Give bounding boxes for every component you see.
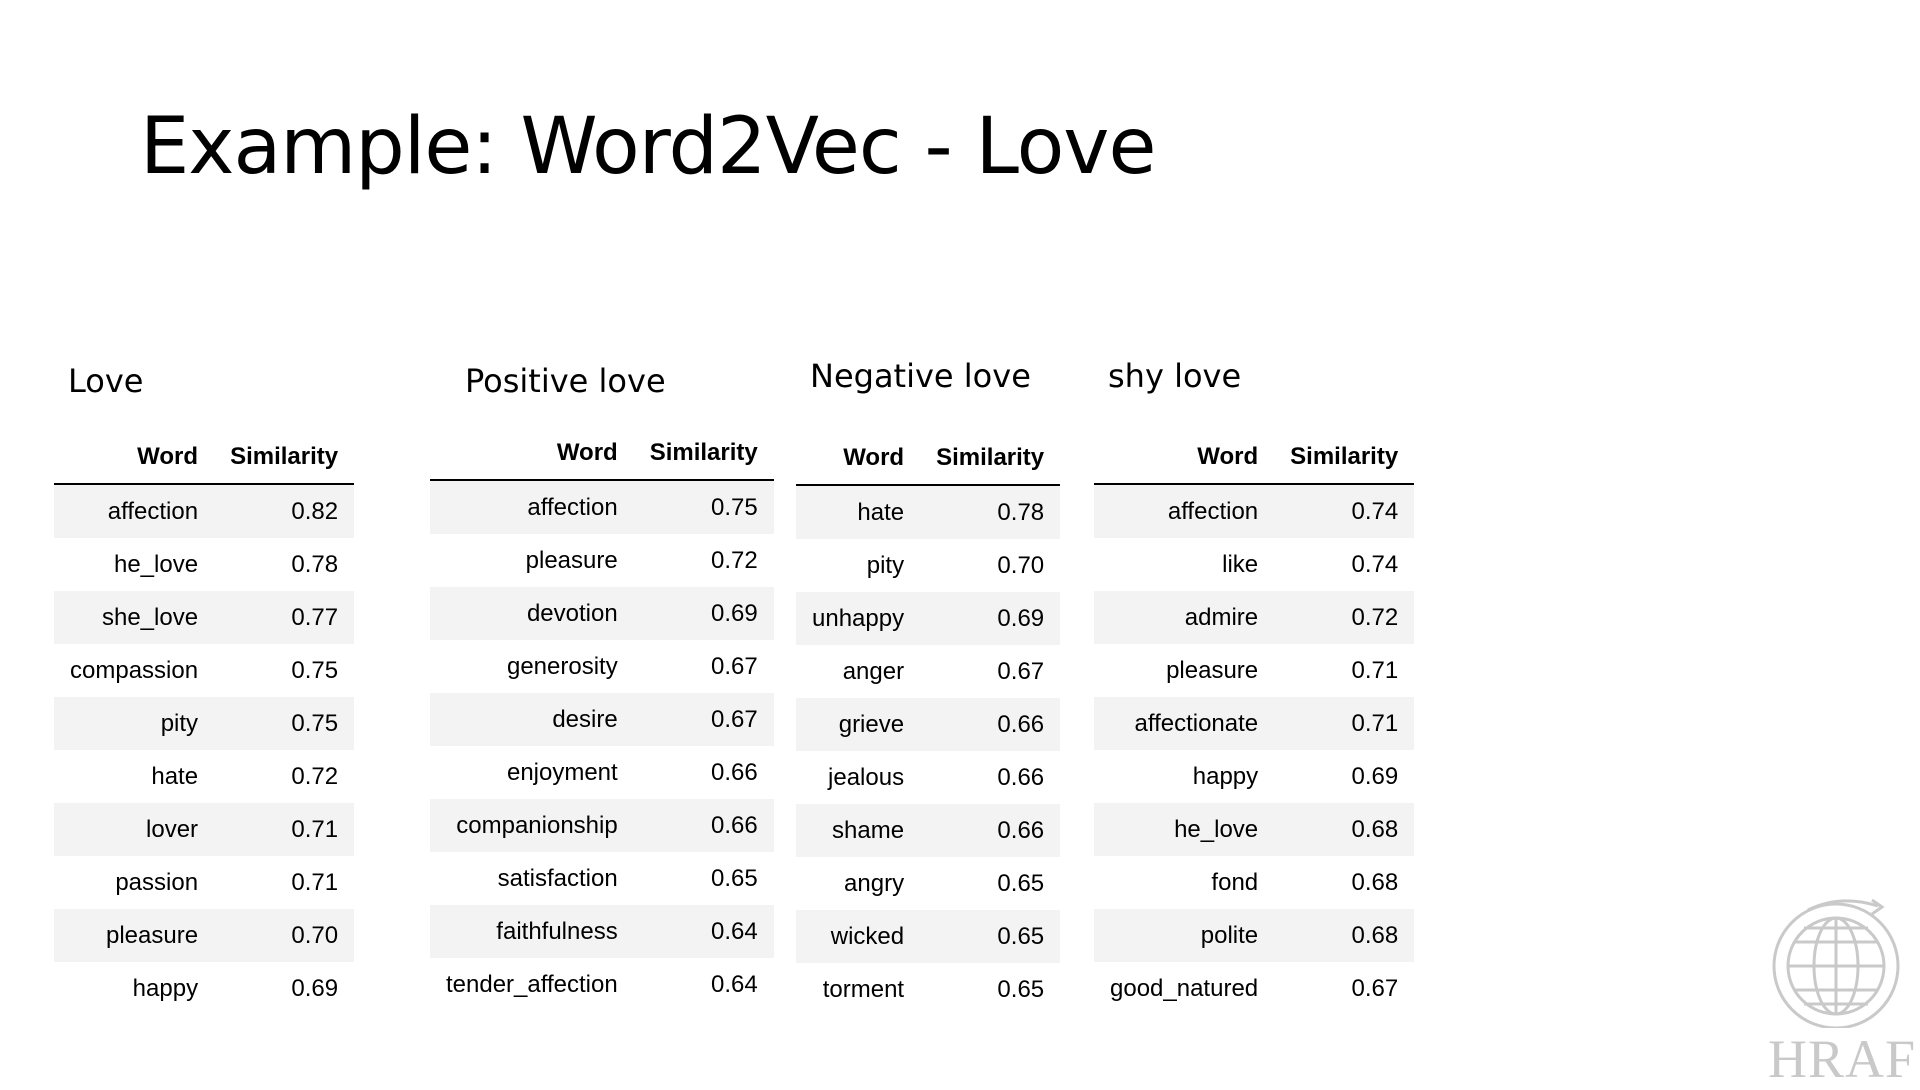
word-cell: anger <box>842 657 905 685</box>
word-cell: affection <box>54 484 214 538</box>
similarity-cell: 0.64 <box>711 970 758 998</box>
word-column-header: Word <box>796 431 920 485</box>
table-row <box>796 751 1060 804</box>
similarity-cell: 0.65 <box>997 975 1045 1003</box>
word-cell: admire <box>1094 591 1274 644</box>
word-cell: devotion <box>430 587 634 640</box>
word-cell: generosity <box>506 652 618 680</box>
similarity-cell: 0.75 <box>634 480 774 534</box>
similarity-cell: 0.72 <box>291 762 339 790</box>
table-row <box>430 905 774 958</box>
table-heading: Positive love <box>465 362 666 400</box>
similarity-cell: 0.71 <box>1351 656 1399 684</box>
similarity-cell: 0.72 <box>711 546 758 574</box>
similarity-cell: 0.75 <box>214 697 354 750</box>
table-heading: Negative love <box>810 357 1031 395</box>
word-cell: affectionate <box>1094 697 1274 750</box>
word-cell: shame <box>796 804 920 857</box>
similarity-cell: 0.67 <box>634 693 774 746</box>
similarity-cell: 0.65 <box>920 910 1060 963</box>
similarity-table-love <box>54 430 354 1015</box>
table-row <box>1094 962 1414 1015</box>
table-row <box>796 804 1060 857</box>
table-row <box>430 799 774 852</box>
word-cell: satisfaction <box>497 864 618 892</box>
similarity-cell: 0.66 <box>634 799 774 852</box>
similarity-cell: 0.68 <box>1274 803 1414 856</box>
similarity-cell: 0.71 <box>1274 697 1414 750</box>
similarity-cell: 0.78 <box>920 485 1060 539</box>
table-panel-negative-love <box>810 357 1031 395</box>
table-row <box>430 480 774 534</box>
table-row <box>1094 697 1414 750</box>
word-cell: companionship <box>430 799 634 852</box>
similarity-cell: 0.70 <box>214 909 354 962</box>
table-row <box>54 962 354 1015</box>
similarity-cell: 0.66 <box>920 804 1060 857</box>
similarity-cell: 0.74 <box>1351 550 1399 578</box>
table-row <box>1094 538 1414 591</box>
word-cell: affection <box>430 480 634 534</box>
table-row <box>1094 484 1414 538</box>
similarity-cell: 0.70 <box>997 551 1045 579</box>
table-header-row <box>430 426 774 480</box>
word-cell: lover <box>54 803 214 856</box>
similarity-cell: 0.69 <box>634 587 774 640</box>
table-row <box>54 909 354 962</box>
similarity-cell: 0.82 <box>214 484 354 538</box>
word-cell: unhappy <box>796 592 920 645</box>
table-row <box>1094 909 1414 962</box>
similarity-cell: 0.75 <box>291 656 339 684</box>
similarity-table-positive-love <box>430 426 774 1011</box>
table-row <box>796 857 1060 910</box>
hraf-logo <box>1768 888 1920 1089</box>
word-cell: jealous <box>828 763 905 791</box>
logo-text: HRAF <box>1768 1029 1917 1089</box>
similarity-cell: 0.71 <box>291 868 339 896</box>
table-row <box>430 587 774 640</box>
similarity-cell: 0.72 <box>1274 591 1414 644</box>
similarity-cell: 0.65 <box>711 864 758 892</box>
similarity-table-shy-love <box>1094 430 1414 1015</box>
word-cell: desire <box>430 693 634 746</box>
table-panel-positive-love <box>465 362 666 400</box>
similarity-column-header: Similarity <box>920 431 1060 485</box>
word-cell: compassion <box>70 656 199 684</box>
similarity-cell: 0.77 <box>214 591 354 644</box>
table-row <box>1094 750 1414 803</box>
similarity-cell: 0.69 <box>920 592 1060 645</box>
table-row <box>430 852 774 905</box>
table-row <box>54 697 354 750</box>
table-row <box>430 693 774 746</box>
word-cell: wicked <box>796 910 920 963</box>
word-cell: affection <box>1094 484 1274 538</box>
word-cell: polite <box>1094 909 1274 962</box>
word-cell: pity <box>54 697 214 750</box>
table-row <box>1094 644 1414 697</box>
table-heading: Love <box>68 362 144 400</box>
table-header-row <box>1094 430 1414 484</box>
word-cell: angry <box>844 869 905 897</box>
table-row <box>796 485 1060 539</box>
similarity-cell: 0.69 <box>291 974 339 1002</box>
globe-icon <box>1768 888 1918 1028</box>
table-row <box>796 592 1060 645</box>
table-header-row <box>796 431 1060 485</box>
table-row <box>430 746 774 799</box>
word-cell: hate <box>151 762 199 790</box>
table-row <box>796 645 1060 698</box>
word-cell: pity <box>866 551 905 579</box>
similarity-cell: 0.65 <box>997 869 1045 897</box>
word-cell: faithfulness <box>430 905 634 958</box>
table-row <box>1094 856 1414 909</box>
table-row <box>796 698 1060 751</box>
table-row <box>54 538 354 591</box>
word-cell: passion <box>115 868 199 896</box>
table-header-row <box>54 430 354 484</box>
word-cell: he_love <box>113 550 199 578</box>
table-row <box>54 750 354 803</box>
word-column-header: Word <box>1094 430 1274 484</box>
similarity-cell: 0.67 <box>1351 974 1399 1002</box>
similarity-cell: 0.66 <box>920 698 1060 751</box>
similarity-cell: 0.64 <box>634 905 774 958</box>
similarity-column-header: Similarity <box>634 426 774 480</box>
table-row <box>54 591 354 644</box>
table-row <box>430 534 774 587</box>
word-cell: pleasure <box>54 909 214 962</box>
similarity-table-negative-love <box>796 431 1060 1016</box>
word-cell: enjoyment <box>506 758 618 786</box>
word-cell: he_love <box>1094 803 1274 856</box>
similarity-cell: 0.66 <box>997 763 1045 791</box>
table-row <box>54 856 354 909</box>
word-cell: she_love <box>54 591 214 644</box>
similarity-column-header: Similarity <box>1274 430 1414 484</box>
word-column-header: Word <box>430 426 634 480</box>
word-cell: torment <box>822 975 905 1003</box>
table-row <box>1094 591 1414 644</box>
slide-title: Example: Word2Vec - Love <box>140 102 1156 192</box>
table-row <box>796 963 1060 1016</box>
word-cell: happy <box>1192 762 1259 790</box>
table-heading: shy love <box>1108 357 1242 395</box>
similarity-cell: 0.68 <box>1274 909 1414 962</box>
word-column-header: Word <box>54 430 214 484</box>
similarity-column-header: Similarity <box>214 430 354 484</box>
table-row <box>430 640 774 693</box>
similarity-cell: 0.67 <box>997 657 1045 685</box>
table-panel-love <box>68 362 143 400</box>
word-cell: tender_affection <box>446 970 618 998</box>
word-cell: good_natured <box>1110 974 1259 1002</box>
word-cell: pleasure <box>1166 656 1259 684</box>
table-row <box>796 539 1060 592</box>
table-row <box>54 484 354 538</box>
similarity-cell: 0.67 <box>711 652 758 680</box>
word-cell: pleasure <box>525 546 618 574</box>
word-cell: hate <box>796 485 920 539</box>
word-cell: fond <box>1211 868 1259 896</box>
similarity-cell: 0.68 <box>1351 868 1399 896</box>
similarity-cell: 0.71 <box>214 803 354 856</box>
similarity-cell: 0.74 <box>1274 484 1414 538</box>
word-cell: happy <box>132 974 199 1002</box>
table-row <box>1094 803 1414 856</box>
similarity-cell: 0.69 <box>1351 762 1399 790</box>
table-row <box>54 644 354 697</box>
table-panel-shy-love <box>1108 357 1241 395</box>
table-row <box>796 910 1060 963</box>
table-row <box>430 958 774 1011</box>
similarity-cell: 0.66 <box>711 758 758 786</box>
word-cell: like <box>1222 550 1259 578</box>
similarity-cell: 0.78 <box>291 550 339 578</box>
table-row <box>54 803 354 856</box>
word-cell: grieve <box>796 698 920 751</box>
